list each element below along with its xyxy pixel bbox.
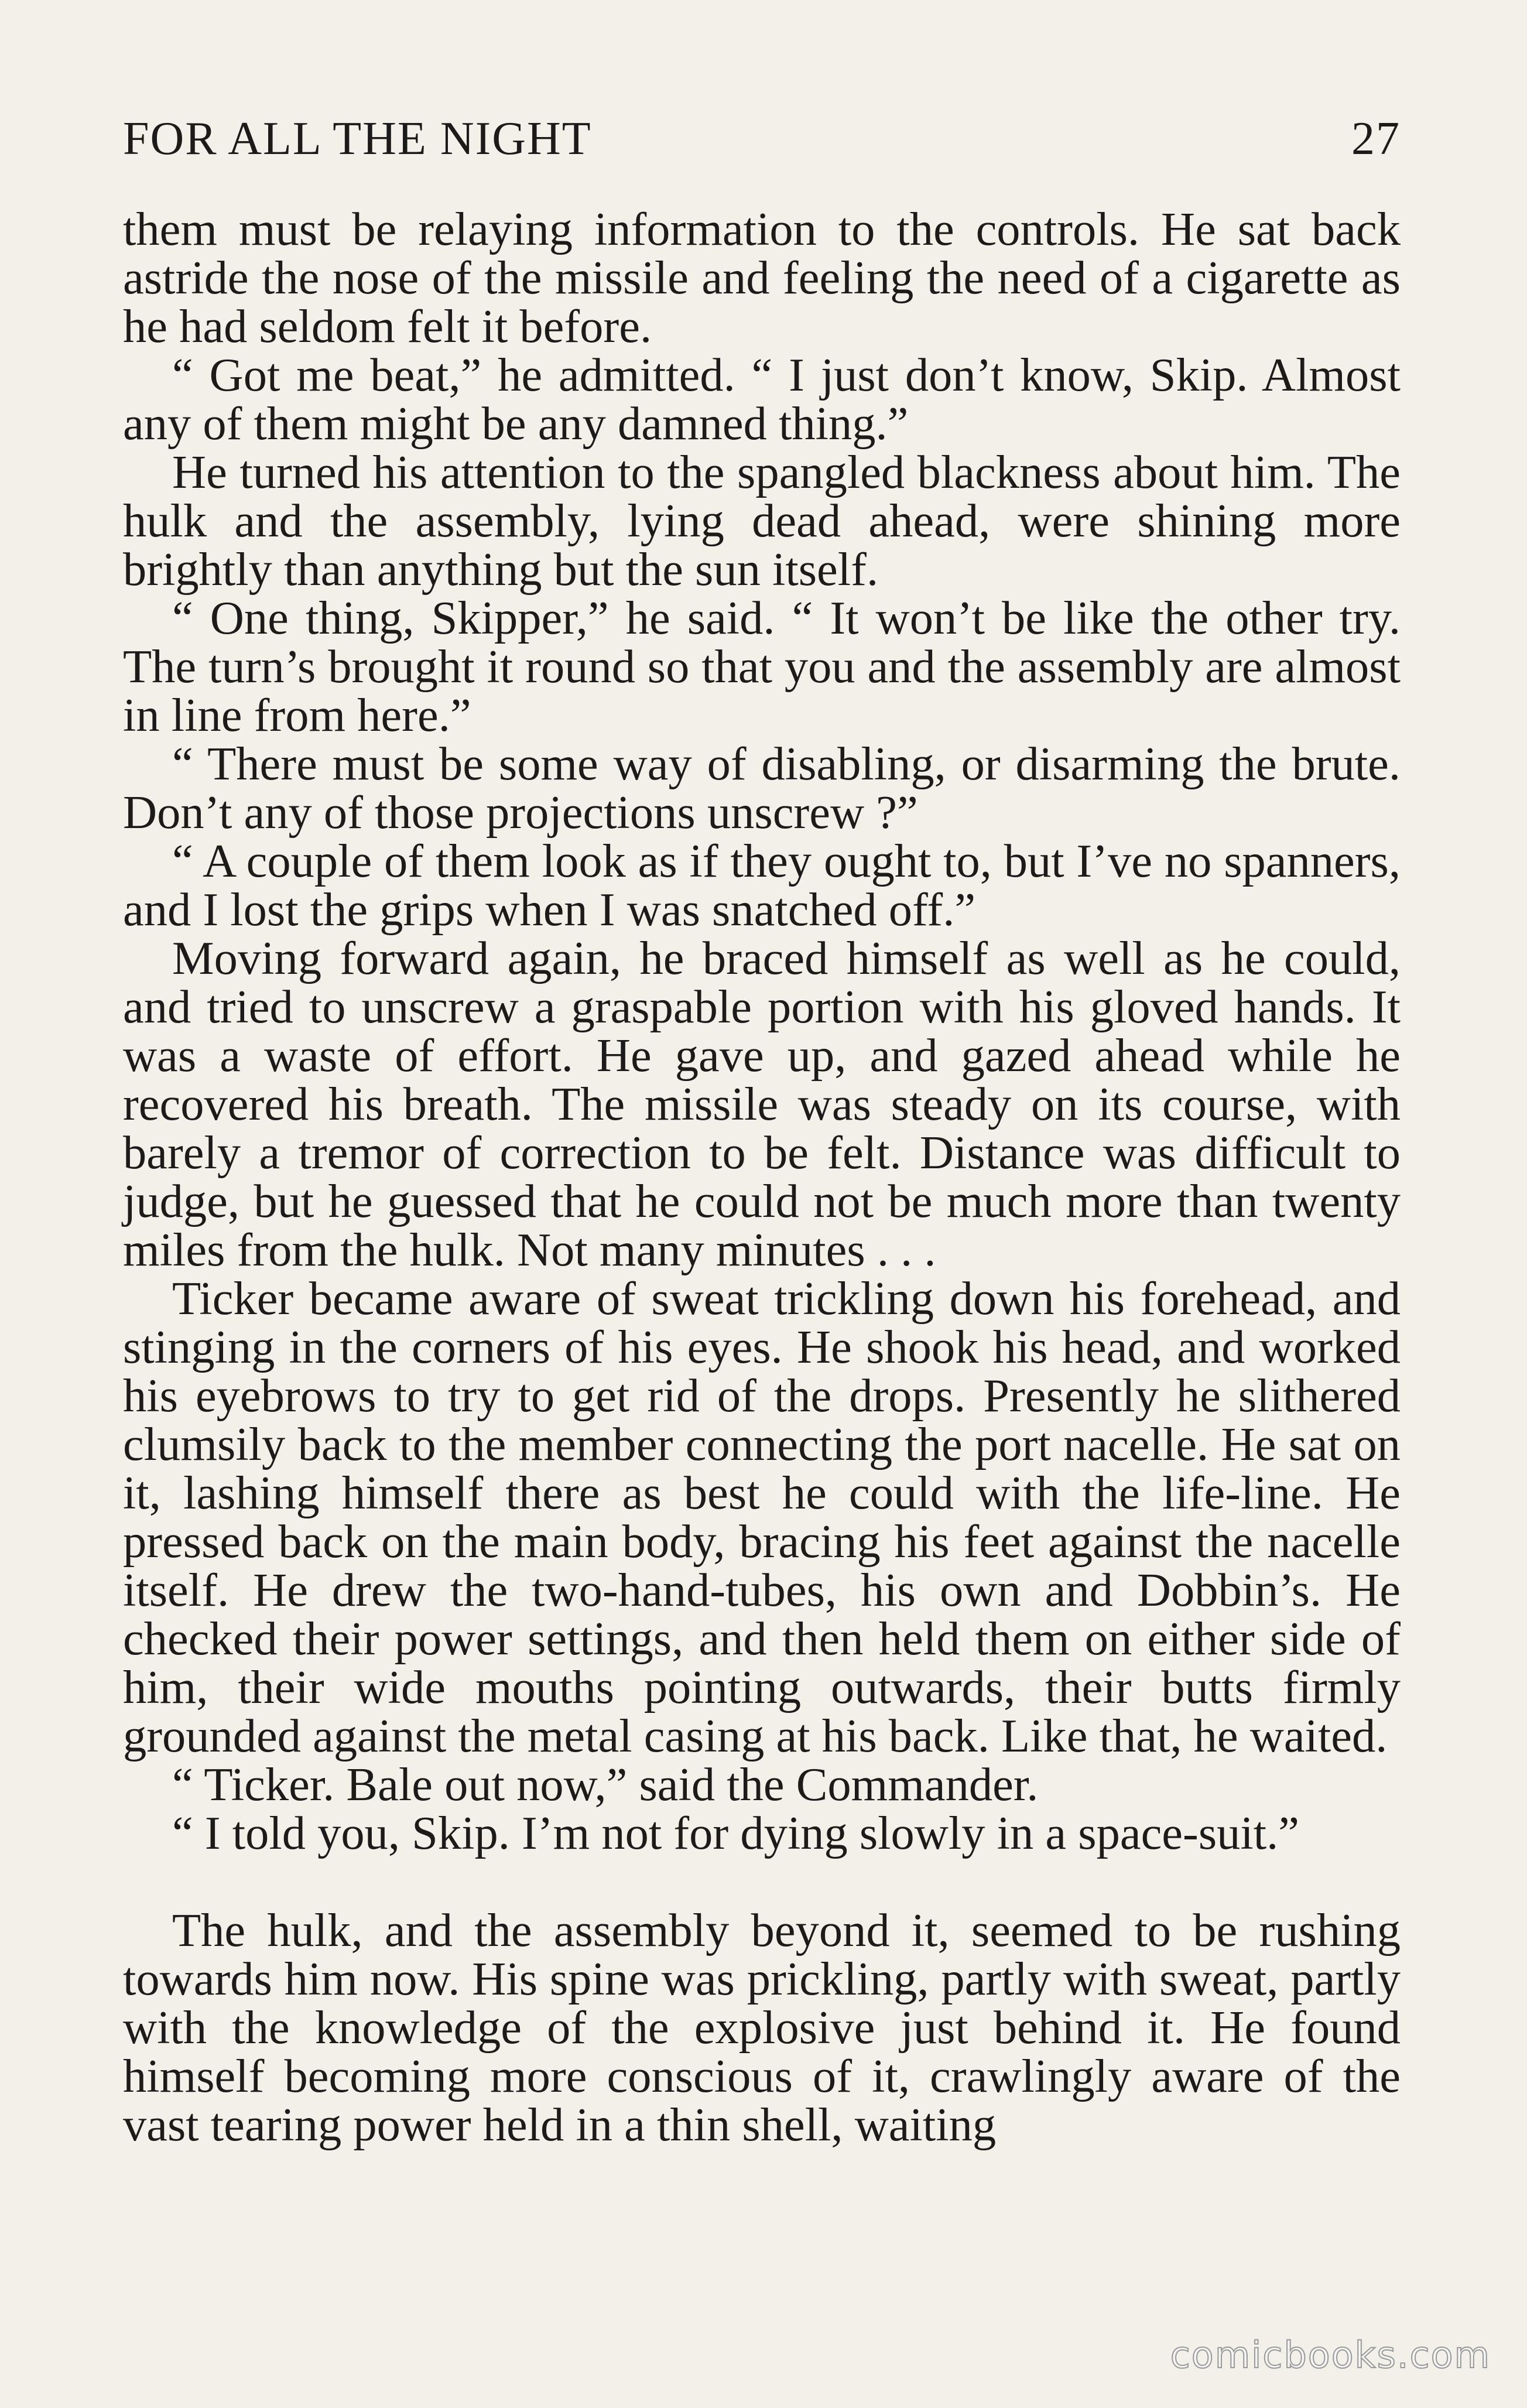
paragraph: them must be relaying information to the controls. He sat back astride the nose of the missile and feeling the need of a cigarette as he had seldom felt it before. [123, 203, 1401, 353]
body-text [123, 205, 1401, 2149]
watermark: comicbooks.com [1170, 2334, 1491, 2376]
paragraph: “ Got me beat,” he admitted. “ I just don’t know, Skip. Almost any of them might be any damned thing.” [123, 349, 1401, 450]
page-header [123, 112, 1401, 165]
paragraph: He turned his attention to the spangled blackness about him. The hulk and the assembly, lying dead ahead, were shining more brightly than anything but the sun itself. [123, 446, 1401, 596]
paragraph: “ One thing, Skipper,” he said. “ It won’t be like the other try. The turn’s brought it round so that you and the assembly are almost in line from here.” [123, 592, 1401, 741]
paragraph: Ticker became aware of sweat trickling down his forehead, and stinging in the corners of his eyes. He shook his head, and worked his eyebrows to try to get rid of the drops. Presently he slithered clumsily back to the member connecting the port nacelle. He sat on it, lashing himself there as best he could with the life-line. He pressed back on the main body, bracing his feet against the nacelle itself. He drew the two-hand-tubes, his own and Dobbin’s. He checked their power settings, and then held them on either side of him, their wide mouths pointing outwards, their butts firmly grounded against the metal casing at his back. Like that, he waited. [123, 1273, 1401, 1762]
paragraph: “ A couple of them look as if they ought to, but I’ve no spanners, and I lost the grips when I was snatched off.” [123, 835, 1401, 936]
paragraph: “ I told you, Skip. I’m not for dying slowly in a space-suit.” [172, 1807, 1300, 1859]
paragraph: The hulk, and the assembly beyond it, seemed to be rushing towards him now. His spine was prickling, partly with sweat, partly with the knowledge of the explosive just behind it. He found himself becoming more conscious of it, crawlingly aware of the vast tearing power held in a thin shell, waiting [123, 1904, 1401, 2151]
running-head: FOR ALL THE NIGHT [123, 113, 592, 165]
paragraph: Moving forward again, he braced himself as well as he could, and tried to unscrew a graspable portion with his gloved hands. It was a waste of effort. He gave up, and gazed ahead while he recovered his breath. The missile was steady on its course, with barely a tremor of correction to be felt. Distance was difficult to judge, but he guessed that he could not be much more than twenty miles from the hulk. Not many minutes . . . [123, 932, 1401, 1276]
paragraph: “ Ticker. Bale out now,” said the Commander. [172, 1759, 1039, 1811]
page-number: 27 [1351, 113, 1401, 165]
paragraph: “ There must be some way of disabling, or disarming the brute. Don’t any of those projections unscrew ?” [123, 738, 1401, 839]
